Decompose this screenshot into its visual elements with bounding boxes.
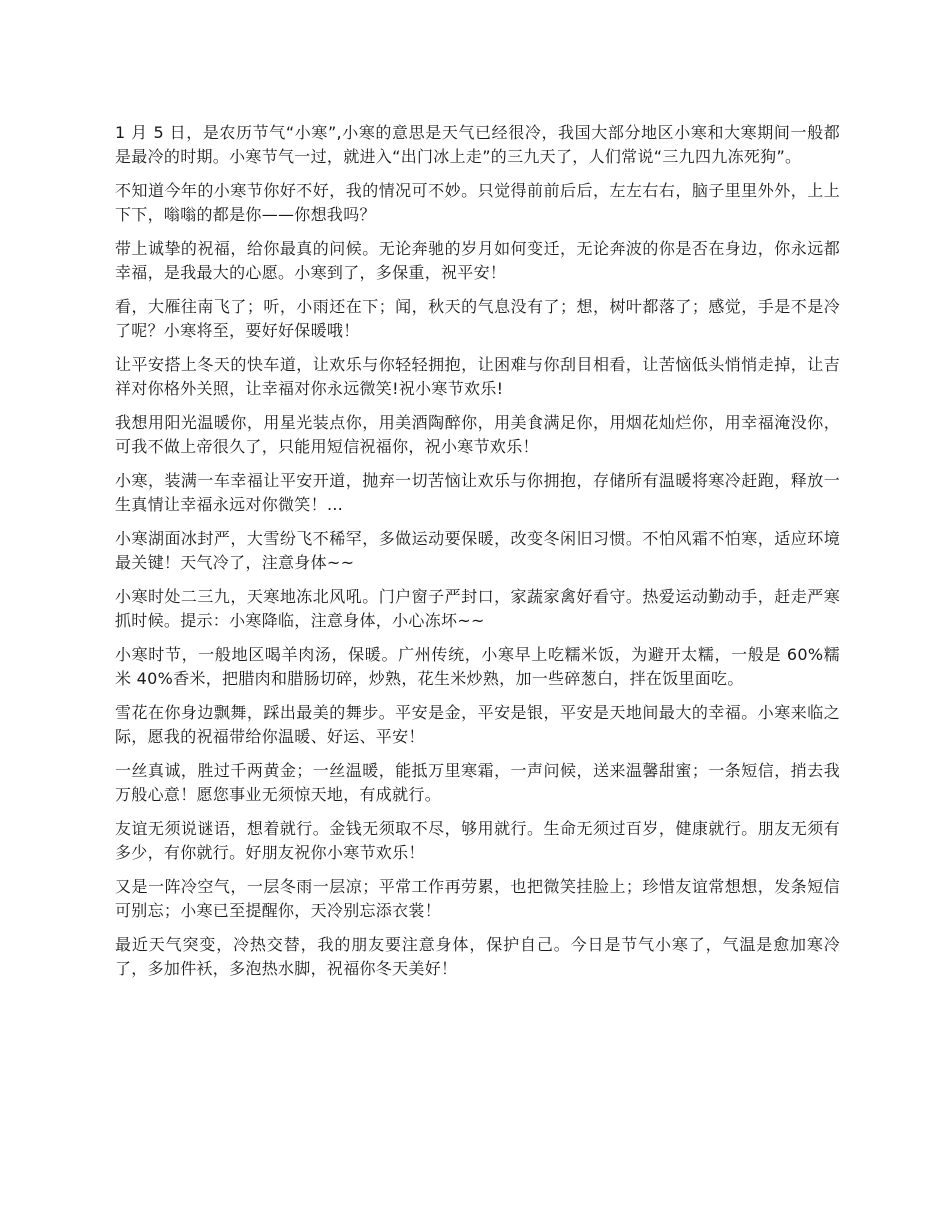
paragraph-1: 1 月 5 日，是农历节气“小寒”,小寒的意思是天气已经很冷，我国大部分地区小寒和大寒期间一般都是最冷的时期。小寒节气一过，就进入“出门冰上走”的三九天了，人们常说“三九四九冻死狗”。 (115, 123, 840, 166)
paragraph-4: 看，大雁往南飞了；听，小雨还在下；闻，秋天的气息没有了；想，树叶都落了；感觉，手是不是冷了呢？小寒将至，要好好保暖哦！ (115, 297, 840, 340)
document-body (115, 121, 840, 991)
paragraph-15: 最近天气突变，冷热交替，我的朋友要注意身体，保护自己。今日是节气小寒了，气温是愈加寒冷了，多加件袄，多泡热水脚，祝福你冬天美好！ (115, 935, 840, 978)
paragraph-2: 不知道今年的小寒节你好不好，我的情况可不妙。只觉得前前后后，左左右右，脑子里里外外，上上下下，嗡嗡的都是你——你想我吗？ (115, 181, 840, 224)
paragraph-8: 小寒湖面冰封严，大雪纷飞不稀罕，多做运动要保暖，改变冬闲旧习惯。不怕风霜不怕寒，适应环境最关键！天气冷了，注意身体~~ (115, 529, 840, 572)
paragraph-10: 小寒时节，一般地区喝羊肉汤，保暖。广州传统，小寒早上吃糯米饭，为避开太糯，一般是 60%糯米 40%香米，把腊肉和腊肠切碎，炒熟，花生米炒熟，加一些碎葱白，拌在饭里面吃。 (115, 645, 840, 688)
paragraph-14: 又是一阵冷空气，一层冬雨一层凉；平常工作再劳累，也把微笑挂脸上；珍惜友谊常想想，发条短信可别忘；小寒已至提醒你，天冷别忘添衣裳！ (115, 877, 840, 920)
paragraph-7: 小寒，装满一车幸福让平安开道，抛弃一切苦恼让欢乐与你拥抱，存储所有温暖将寒冷赶跑，释放一生真情让幸福永远对你微笑！… (115, 471, 840, 514)
paragraph-12: 一丝真诚，胜过千两黄金；一丝温暖，能抵万里寒霜，一声问候，送来温馨甜蜜；一条短信，捎去我万般心意！愿您事业无须惊天地，有成就行。 (115, 761, 840, 804)
paragraph-11: 雪花在你身边飘舞，踩出最美的舞步。平安是金，平安是银，平安是天地间最大的幸福。小寒来临之际，愿我的祝福带给你温暖、好运、平安！ (115, 703, 840, 746)
paragraph-5: 让平安搭上冬天的快车道，让欢乐与你轻轻拥抱，让困难与你刮目相看，让苦恼低头悄悄走掉，让吉祥对你格外关照，让幸福对你永远微笑!祝小寒节欢乐! (115, 355, 840, 398)
paragraph-9: 小寒时处二三九，天寒地冻北风吼。门户窗子严封口，家蔬家禽好看守。热爱运动勤动手，赶走严寒抓时候。提示：小寒降临，注意身体，小心冻坏~~ (115, 587, 840, 630)
paragraph-3: 带上诚挚的祝福，给你最真的问候。无论奔驰的岁月如何变迁，无论奔波的你是否在身边，你永远都幸福，是我最大的心愿。小寒到了，多保重，祝平安！ (115, 239, 840, 282)
paragraph-13: 友谊无须说谜语，想着就行。金钱无须取不尽，够用就行。生命无须过百岁，健康就行。朋友无须有多少，有你就行。好朋友祝你小寒节欢乐！ (115, 819, 840, 862)
paragraph-6: 我想用阳光温暖你，用星光装点你，用美酒陶醉你，用美食满足你，用烟花灿烂你，用幸福淹没你，可我不做上帝很久了，只能用短信祝福你，祝小寒节欢乐！ (115, 413, 840, 456)
